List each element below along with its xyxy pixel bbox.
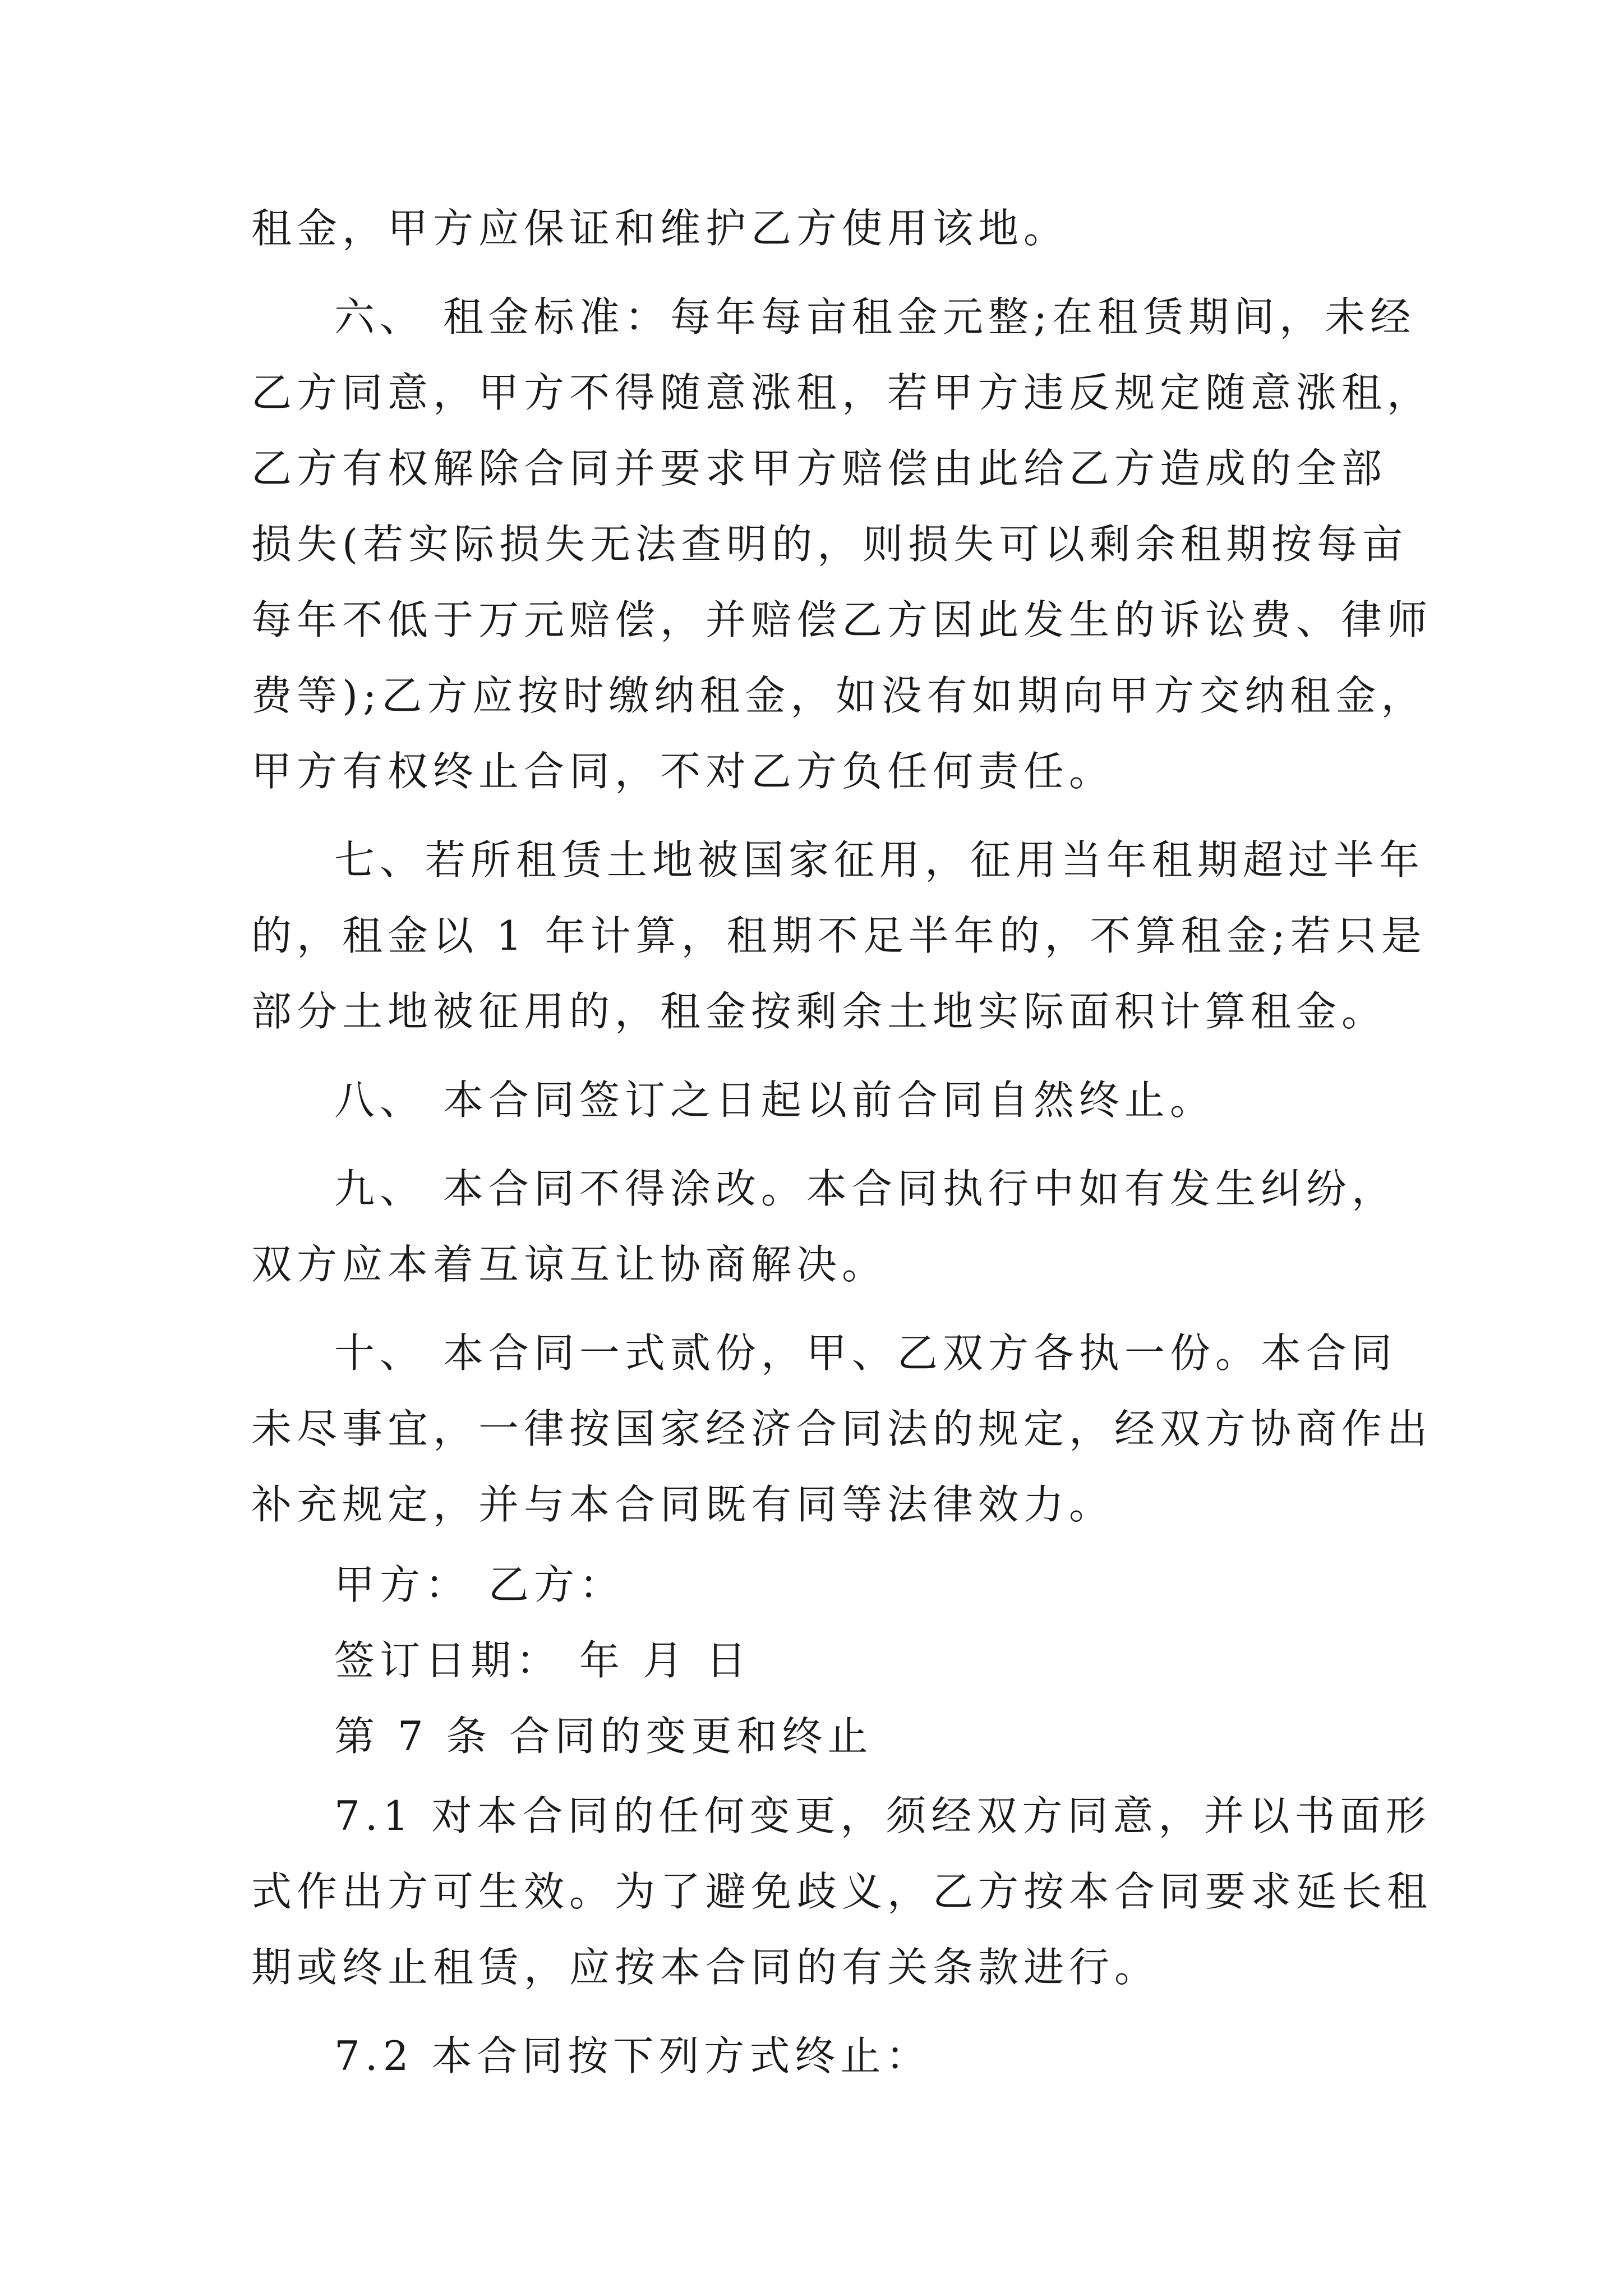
text-line: 的，租金以 1 年计算，租期不足半年的，不算租金;若只是	[251, 912, 1427, 959]
text-line: 六、 租金标准：每年每亩租金元整;在租赁期间，未经	[334, 293, 1416, 341]
text-line: 部分土地被征用的，租金按剩余土地实际面积计算租金。	[251, 988, 1387, 1035]
signing-date-line: 签订日期： 年 月 日	[334, 1637, 751, 1684]
text-line: 租金，甲方应保证和维护乙方使用该地。	[251, 205, 1069, 252]
text-line: 双方应本着互谅互让协商解决。	[251, 1241, 888, 1288]
text-line: 期或终止租赁，应按本合同的有关条款进行。	[251, 1944, 1160, 1991]
text-line: 八、 本合同签订之日起以前合同自然终止。	[334, 1076, 1215, 1124]
text-line: 7.1 对本合同的任何变更，须经双方同意，并以书面形	[334, 1792, 1431, 1839]
text-line: 未尽事宜，一律按国家经济合同法的规定，经双方协商作出	[251, 1405, 1433, 1452]
text-line: 乙方有权解除合同并要求甲方赔偿由此给乙方造成的全部	[251, 445, 1387, 492]
text-line: 乙方同意，甲方不得随意涨租，若甲方违反规定随意涨租，	[251, 369, 1433, 416]
text-line: 七、若所租赁土地被国家征用，征用当年租期超过半年	[334, 836, 1425, 884]
section-heading: 第 7 条 合同的变更和终止	[334, 1713, 873, 1760]
text-line: 补充规定，并与本合同既有同等法律效力。	[251, 1481, 1115, 1528]
text-line: 甲方有权终止合同，不对乙方负任何责任。	[251, 748, 1115, 795]
text-line: 损失(若实际损失无法查明的，则损失可以剩余租期按每亩	[251, 521, 1408, 568]
text-line: 九、 本合同不得涂改。本合同执行中如有发生纠纷，	[334, 1165, 1397, 1212]
signature-party-line: 甲方： 乙方：	[334, 1561, 625, 1608]
text-line: 十、 本合同一式贰份，甲、乙双方各执一份。本合同	[334, 1329, 1397, 1377]
text-line: 每年不低于万元赔偿，并赔偿乙方因此发生的诉讼费、律师	[251, 596, 1433, 643]
text-line: 7.2 本合同按下列方式终止：	[334, 2032, 932, 2079]
text-line: 式作出方可生效。为了避免歧义，乙方按本合同要求延长租	[251, 1868, 1433, 1915]
text-line: 费等);乙方应按时缴纳租金，如没有如期向甲方交纳租金，	[251, 672, 1427, 719]
